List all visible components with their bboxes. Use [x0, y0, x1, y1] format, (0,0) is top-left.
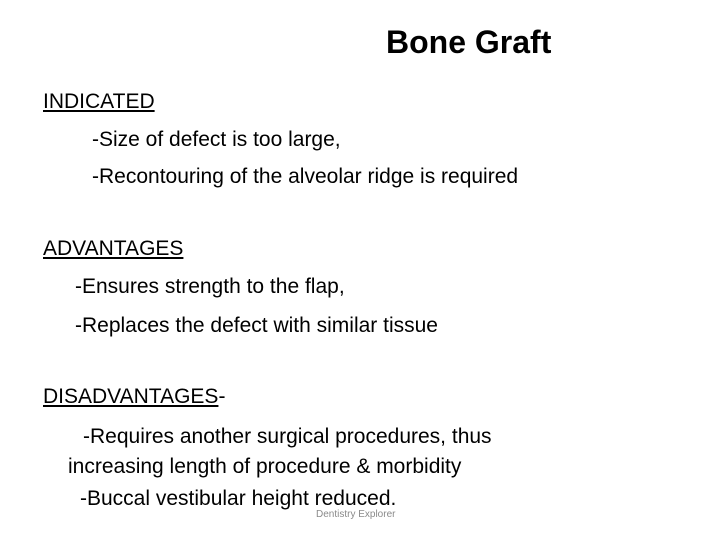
advantages-heading-text: ADVANTAGES [43, 237, 184, 260]
indicated-heading-text: INDICATED [43, 90, 155, 113]
disadvantages-item: -Requires another surgical procedures, thus [83, 425, 492, 448]
advantages-item: -Ensures strength to the flap, [75, 275, 345, 298]
indicated-heading [43, 89, 155, 115]
disadvantages-heading-suffix: - [218, 385, 226, 408]
advantages-item: -Replaces the defect with similar tissue [75, 314, 438, 337]
indicated-item: -Size of defect is too large, [92, 128, 341, 151]
footer-watermark: Dentistry Explorer [316, 509, 396, 520]
indicated-item: -Recontouring of the alveolar ridge is required [92, 165, 519, 188]
advantages-heading [43, 236, 183, 262]
disadvantages-item: -Buccal vestibular height reduced. [80, 487, 397, 510]
disadvantages-item: increasing length of procedure & morbidity [68, 455, 462, 478]
disadvantages-heading-text: DISADVANTAGES [43, 385, 219, 408]
slide-title: Bone Graft [386, 24, 552, 60]
disadvantages-heading [43, 384, 225, 410]
